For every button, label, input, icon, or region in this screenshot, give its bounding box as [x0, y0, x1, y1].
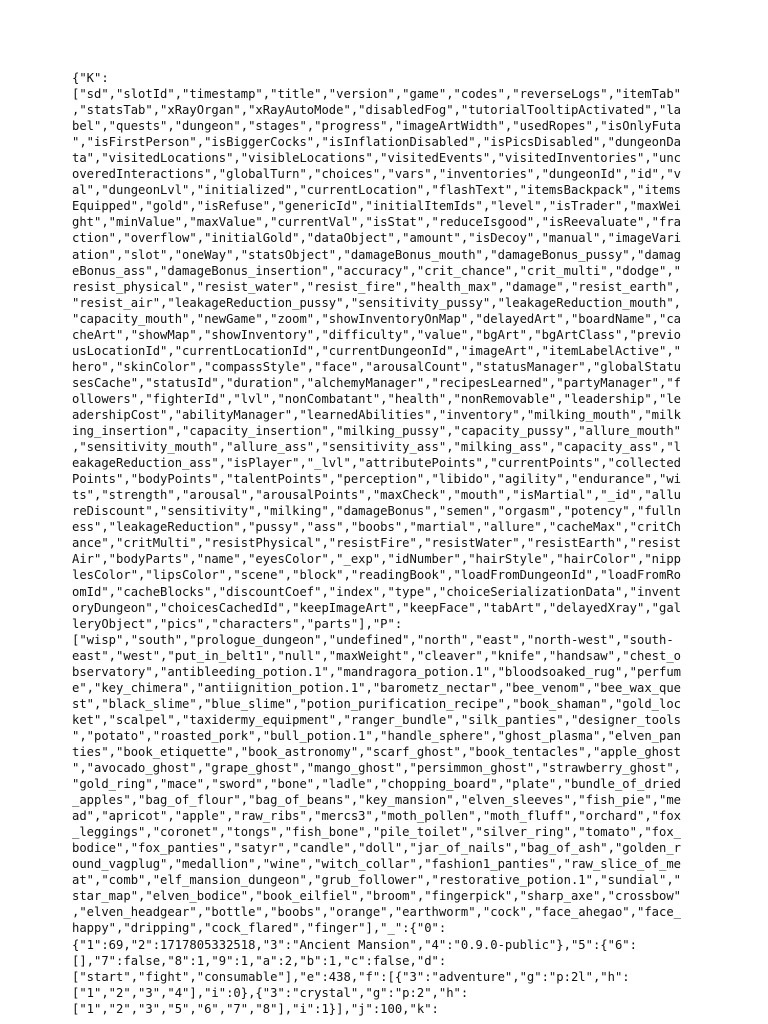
text-line: eakageReduction_ass","isPlayer","_lvl","attributePoints","currentPoints","collected: [72, 456, 682, 471]
text-line: ing_insertion","capacity_insertion","milking_pussy","capacity_pussy","allure_mouth": [72, 424, 682, 439]
text-line: oryDungeon","choicesCachedId","keepImageArt","keepFace","tabArt","delayedXray","gal: [72, 600, 682, 615]
text-line: resist_physical","resist_water","resist_fire","health_max","damage","resist_earth",: [72, 279, 682, 294]
text-line: ad","apricot","apple","raw_ribs","mercs3","moth_pollen","moth_fluff","orchard","fox: [72, 809, 682, 824]
text-line: ["1","2","3","5","6","7","8"],"i":1}],"j":100,"k":: [72, 1001, 439, 1016]
text-line: _leggings","coronet","tongs","fish_bone","pile_toilet","silver_ring","tomato","fox_: [72, 825, 682, 840]
text-line: st","black_slime","blue_slime","potion_purification_recipe","book_shaman","gold_loc: [72, 696, 682, 711]
text-line: ,"statsTab","xRayOrgan","xRayAutoMode","disabledFog","tutorialTooltipActivated","la: [72, 103, 682, 118]
text-line: ","isFirstPerson","isBiggerCocks","isInflationDisabled","isPicsDisabled","dungeonDa: [72, 135, 682, 150]
text-line: ts","strength","arousal","arousalPoints","maxCheck","mouth","isMartial","_id","allu: [72, 488, 682, 503]
text-line: ["wisp","south","prologue_dungeon","undefined","north","east","north-west","south-: [72, 632, 674, 647]
text-line: ,"elven_headgear","bottle","boobs","orange","earthworm","cock","face_ahegao","face_: [72, 905, 682, 920]
text-line: ["1","2","3","4"],"i":0},{"3":"crystal","g":"p:2","h":: [72, 985, 469, 1000]
text-line: ["start","fight","consumable"],"e":438,"f":[{"3":"adventure","g":"p:2l","h":: [72, 969, 630, 984]
text-line: bodice","fox_panties","satyr","candle","doll","jar_of_nails","bag_of_ash","golden_r: [72, 841, 682, 856]
text-line: {"1":69,"2":1717805332518,"3":"Ancient Mansion","4":"0.9.0-public"},"5":{"6":: [72, 937, 637, 952]
text-line: reDiscount","sensitivity","milking","damageBonus","semen","orgasm","potency","fulln: [72, 504, 682, 519]
text-line: ation","slot","oneWay","statsObject","damageBonus_mouth","damageBonus_pussy","damag: [72, 247, 682, 262]
text-line: ","avocado_ghost","grape_ghost","mango_ghost","persimmon_ghost","strawberry_ghost",: [72, 761, 682, 776]
text-line: at","comb","elf_mansion_dungeon","grub_follower","restorative_potion.1","sundial",": [72, 873, 682, 888]
text-line: al","dungeonLvl","initialized","currentLocation","flashText","itemsBackpack","items: [72, 183, 682, 198]
text-line: hero","skinColor","compassStyle","face","arousalCount","statusManager","globalStatu: [72, 359, 682, 374]
text-line: ound_vagplug","medallion","wine","witch_collar","fashion1_panties","raw_slice_of_me: [72, 857, 682, 872]
text-line: ","potato","roasted_pork","bull_potion.1","handle_sphere","ghost_plasma","elven_pan: [72, 728, 682, 743]
text-line: ollowers","fighterId","lvl","nonCombatant","health","nonRemovable","leadership","le: [72, 391, 682, 406]
text-line: ction","overflow","initialGold","dataObject","amount","isDecoy","manual","imageVari: [72, 231, 682, 246]
text-line: overedInteractions","globalTurn","choices","vars","inventories","dungeonId","id","v: [72, 167, 682, 182]
text-line: ties","book_etiquette","book_astronomy","scarf_ghost","book_tentacles","apple_ghost: [72, 744, 682, 759]
text-line: ance","critMulti","resistPhysical","resistFire","resistWater","resistEarth","resist: [72, 536, 682, 551]
text-line: ght","minValue","maxValue","currentVal","isStat","reduceIsgood","isReevaluate","fra: [72, 215, 682, 230]
text-line: ket","scalpel","taxidermy_equipment","ranger_bundle","silk_panties","designer_tools: [72, 712, 682, 727]
text-line: Points","bodyPoints","talentPoints","perception","libido","agility","endurance","wi: [72, 472, 682, 487]
text-line: east","west","put_in_belt1","null","maxWeight","cleaver","knife","handsaw","chest_o: [72, 648, 682, 663]
text-line: bel","quests","dungeon","stages","progress","imageArtWidth","usedRopes","isOnlyFuta: [72, 119, 682, 134]
text-line: "resist_air","leakageReduction_pussy","sensitivity_pussy","leakageReduction_mouth",: [72, 295, 682, 310]
text-line: [],"7":false,"8":1,"9":1,"a":2,"b":1,"c":false,"d":: [72, 953, 447, 968]
text-line: happy","dripping","cock_flared","finger"],"_":{"0":: [72, 921, 447, 936]
json-text-block: [72, 70, 697, 1017]
text-line: Equipped","gold","isRefuse","genericId","initialItemIds","level","isTrader","maxWei: [72, 199, 682, 214]
text-line: ,"sensitivity_mouth","allure_ass","sensitivity_ass","milking_ass","capacity_ass","l: [72, 440, 682, 455]
text-line: "gold_ring","mace","sword","bone","ladle","chopping_board","plate","bundle_of_dried: [72, 777, 682, 792]
text-line: _apples","bag_of_flour","bag_of_beans","key_mansion","elven_sleeves","fish_pie","me: [72, 793, 682, 808]
text-line: bservatory","antibleeding_potion.1","mandragora_potion.1","bloodsoaked_rug","perfum: [72, 664, 682, 679]
text-line: usLocationId","currentLocationId","currentDungeonId","imageArt","itemLabelActive",": [72, 343, 682, 358]
text-line: {"K":: [72, 71, 109, 85]
text-line: Air","bodyParts","name","eyesColor","_exp","idNumber","hairStyle","hairColor","nipp: [72, 552, 682, 567]
text-line: omId","cacheBlocks","discountCoef","index","type","choiceSerializationData","invent: [72, 584, 682, 599]
text-line: cheArt","showMap","showInventory","difficulty","value","bgArt","bgArtClass","previo: [72, 327, 682, 342]
text-line: eBonus_ass","damageBonus_insertion","accuracy","crit_chance","crit_multi","dodge",": [72, 263, 682, 278]
text-line: "capacity_mouth","newGame","zoom","showInventoryOnMap","delayedArt","boardName","ca: [72, 311, 682, 326]
text-line: star_map","elven_bodice","book_eilfiel","broom","fingerpick","sharp_axe","crossbow": [72, 889, 682, 904]
text-line: leryObject","pics","characters","parts"],"P":: [72, 616, 403, 631]
text-line: ta","visitedLocations","visibleLocations","visitedEvents","visitedInventories","unc: [72, 151, 682, 166]
text-line: e","key_chimera","antiignition_potion.1","barometz_nectar","bee_venom","bee_wax_que: [72, 680, 682, 695]
text-line: ess","leakageReduction","pussy","ass","boobs","martial","allure","cacheMax","critCh: [72, 520, 682, 535]
text-line: lesColor","lipsColor","scene","block","readingBook","loadFromDungeonId","loadFromRo: [72, 568, 682, 583]
text-line: sesCache","statusId","duration","alchemyManager","recipesLearned","partyManager","f: [72, 375, 682, 390]
text-line: adershipCost","abilityManager","learnedAbilities","inventory","milking_mouth","milk: [72, 407, 682, 422]
text-line: ["sd","slotId","timestamp","title","version","game","codes","reverseLogs","itemTab": [72, 87, 682, 102]
